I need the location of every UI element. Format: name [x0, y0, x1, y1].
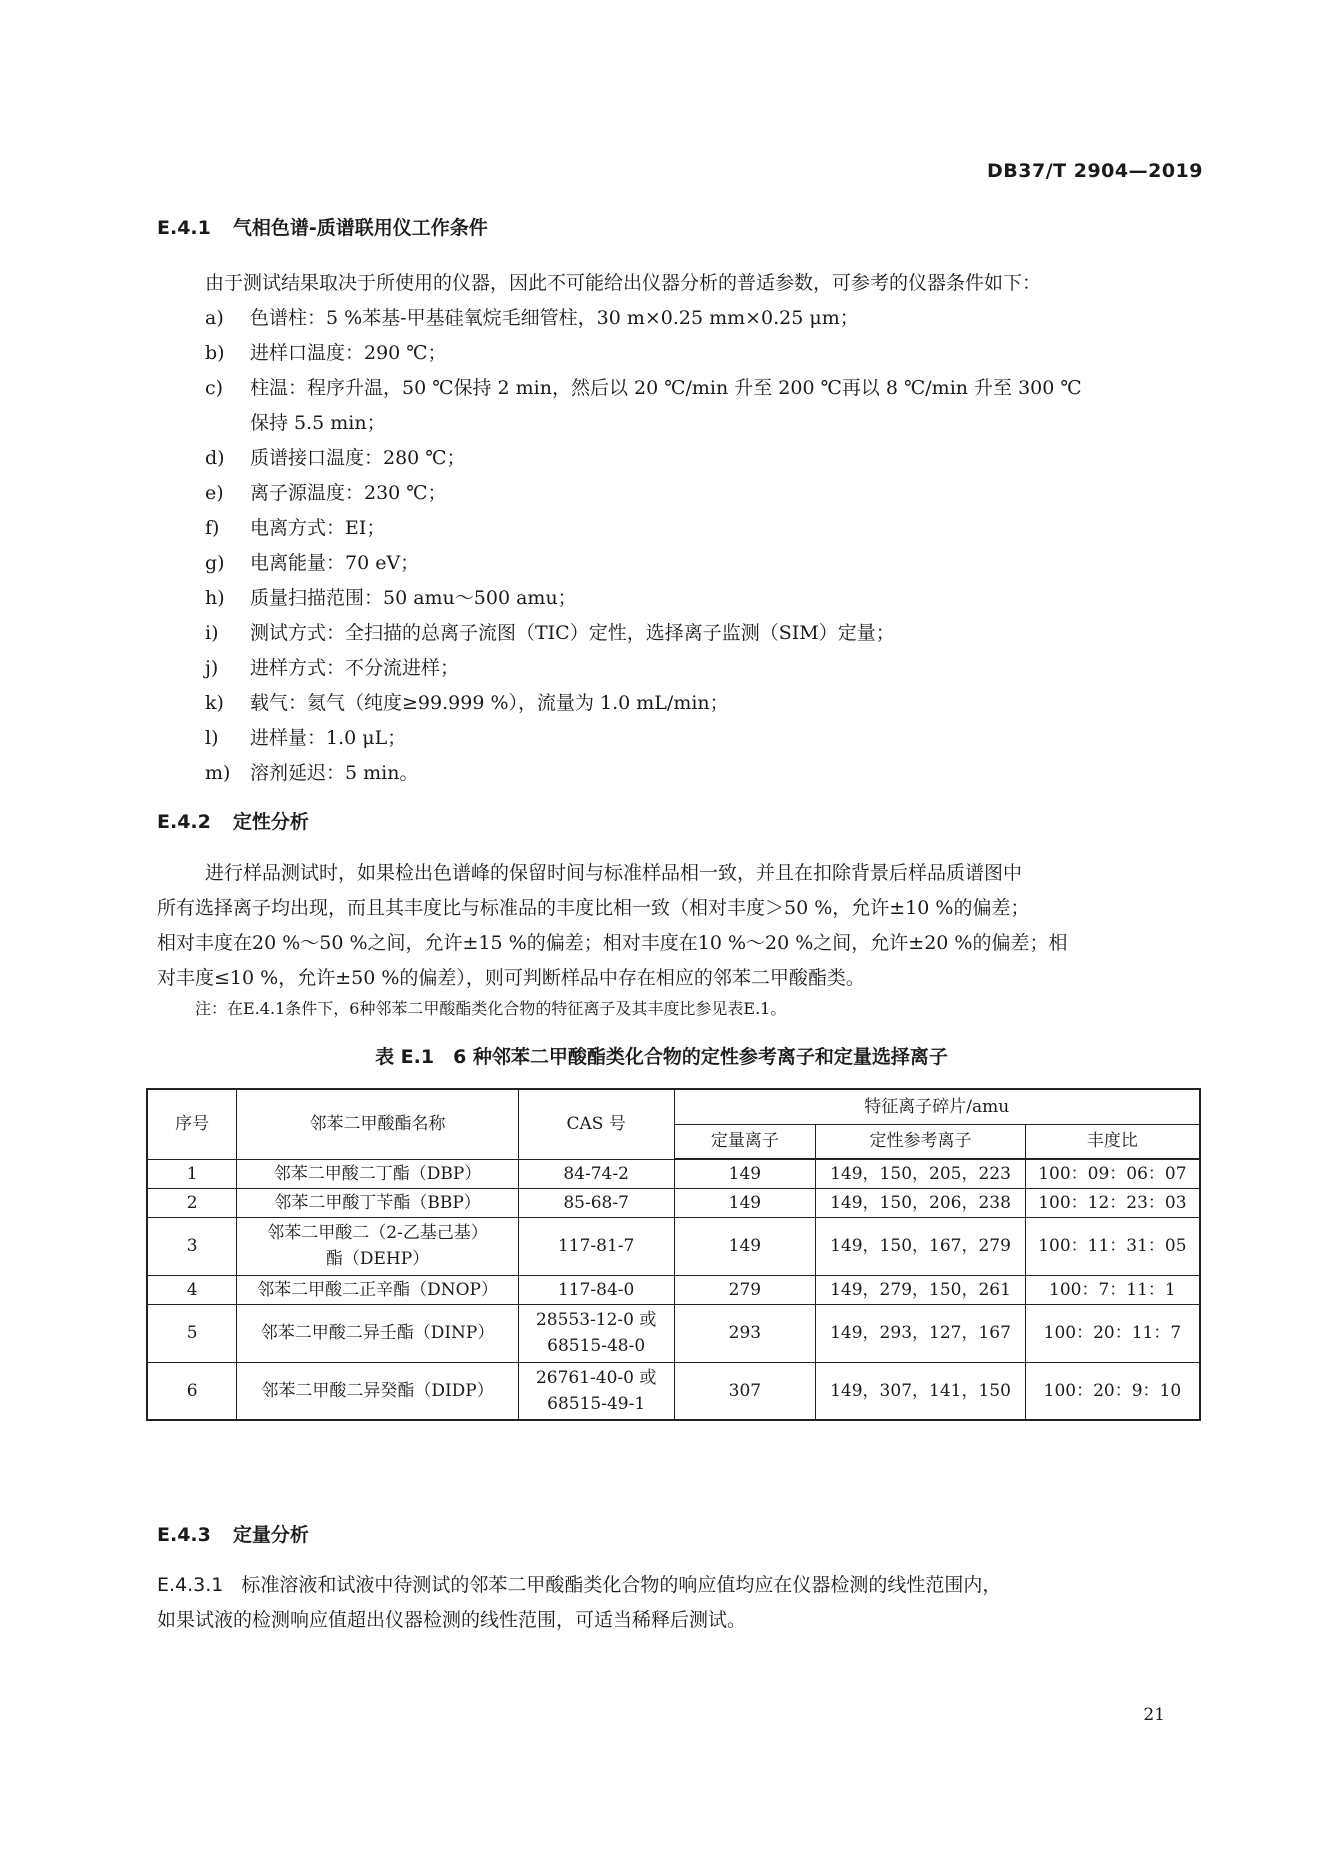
list-text: 电离能量：70 eV； [250, 552, 420, 574]
cell-name-line: 邻苯二甲酸二（2-乙基己基） [267, 1223, 488, 1243]
cell-name [237, 1217, 518, 1275]
cell-no: 4 [147, 1275, 237, 1304]
list-item [205, 656, 459, 680]
clause-number: E.4.3.1 [157, 1574, 224, 1596]
header-quant: 定量离子 [674, 1124, 816, 1159]
cell-no: 1 [147, 1159, 237, 1188]
list-text: 柱温：程序升温，50 ℃保持 2 min，然后以 20 ℃/min 升至 200 ℃再以 8 ℃/min 升至 300 ℃ [250, 377, 1082, 399]
cell-name [237, 1159, 518, 1188]
list-item [205, 411, 386, 435]
cell-no: 2 [147, 1188, 237, 1217]
cell-cas [518, 1304, 674, 1362]
cell-name-line: 邻苯二甲酸二异壬酯（DINP） [260, 1323, 495, 1343]
list-marker: b) [205, 342, 225, 364]
table-row [147, 1159, 1200, 1188]
heading-number: E.4.2 [157, 811, 211, 833]
list-marker: e) [205, 482, 224, 504]
list-item [205, 551, 419, 575]
cell-ratio: 100：20：9：10 [1025, 1362, 1200, 1420]
cell-cas-line: 68515-49-1 [547, 1393, 646, 1414]
cell-no: 3 [147, 1217, 237, 1275]
cell-quant: 149 [674, 1217, 816, 1275]
table-row [147, 1217, 1200, 1275]
list-marker: h) [205, 587, 225, 609]
cell-ratio: 100：20：11：7 [1025, 1304, 1200, 1362]
list-item [205, 446, 466, 470]
document-id: DB37/T 2904—2019 [987, 160, 1203, 182]
cell-qual: 149，293，127，167 [816, 1304, 1026, 1362]
table-row [147, 1362, 1200, 1420]
cell-ratio: 100：7：11：1 [1025, 1275, 1200, 1304]
list-marker: j) [205, 657, 219, 679]
list-text: 电离方式：EI； [250, 517, 386, 539]
list-marker: g) [205, 552, 225, 574]
cell-name-line: 酯（DEHP） [325, 1249, 430, 1269]
list-marker: i) [205, 622, 219, 644]
list-text: 保持 5.5 min； [250, 412, 386, 434]
cell-no: 6 [147, 1362, 237, 1420]
heading-e441 [157, 213, 488, 240]
paragraph-line: 相对丰度在20 %～50 %之间，允许±15 %的偏差；相对丰度在10 %～20 %之间，允许±20 %的偏差；相 [157, 932, 1068, 954]
list-marker: a) [205, 307, 224, 329]
cell-cas-line: 68515-48-0 [547, 1336, 646, 1356]
heading-e443 [157, 1520, 309, 1547]
cell-name [237, 1275, 518, 1304]
heading-number: E.4.1 [157, 217, 211, 239]
paragraph-intro: 由于测试结果取决于所使用的仪器，因此不可能给出仪器分析的普适参数，可参考的仪器条件如下： [205, 272, 1042, 294]
cell-quant: 293 [674, 1304, 816, 1362]
heading-e442 [157, 807, 309, 834]
paragraph-line: 进行样品测试时，如果检出色谱峰的保留时间与标准样品相一致，并且在扣除背景后样品质谱图中 [205, 862, 1023, 884]
cell-cas-line: 28553-12-0 或 [535, 1310, 657, 1330]
header-qual: 定性参考离子 [816, 1124, 1026, 1159]
cell-quant: 279 [674, 1275, 816, 1304]
list-item [205, 341, 447, 365]
header-ratio: 丰度比 [1025, 1124, 1200, 1159]
table-row [147, 1188, 1200, 1217]
paragraph-line: 所有选择离子均出现，而且其丰度比与标准品的丰度比相一致（相对丰度＞50 %，允许±10 %的偏差； [157, 897, 1030, 919]
table-row [147, 1304, 1200, 1362]
cell-qual: 149，279，150，261 [816, 1275, 1026, 1304]
list-item [205, 516, 385, 540]
cell-name-line: 邻苯二甲酸二丁酯（DBP） [273, 1163, 482, 1184]
cell-quant: 149 [674, 1188, 816, 1217]
list-text: 进样口温度：290 ℃； [250, 342, 447, 364]
heading-number: E.4.3 [157, 1524, 211, 1546]
list-item [205, 481, 447, 505]
list-item [205, 586, 577, 610]
cell-cas [518, 1275, 674, 1304]
list-text: 进样量：1.0 μL； [250, 727, 407, 749]
paragraph-line: 对丰度≤10 %，允许±50 %的偏差），则可判断样品中存在相应的邻苯二甲酸酯类。 [157, 967, 865, 989]
list-item [205, 306, 859, 330]
cell-cas [518, 1188, 674, 1217]
cell-quant: 149 [674, 1159, 816, 1188]
list-item [205, 621, 895, 645]
list-text: 测试方式：全扫描的总离子流图（TIC）定性，选择离子监测（SIM）定量； [250, 622, 895, 644]
paragraph-line: 如果试液的检测响应值超出仪器检测的线性范围，可适当稀释后测试。 [157, 1609, 747, 1631]
header-no: 序号 [147, 1089, 237, 1159]
table-caption: 表 E.1 6 种邻苯二甲酸酯类化合物的定性参考离子和定量选择离子 [375, 1046, 948, 1068]
list-text: 进样方式：不分流进样； [250, 657, 460, 679]
list-marker: d) [205, 447, 225, 469]
paragraph-line: 标准溶液和试液中待测试的邻苯二甲酸酯类化合物的响应值均应在仪器检测的线性范围内， [241, 1574, 1002, 1596]
cell-cas-line: 117-81-7 [557, 1236, 635, 1256]
list-marker: f) [205, 517, 220, 539]
list-item [205, 761, 418, 785]
cell-qual: 149，150，205，223 [816, 1159, 1026, 1188]
cell-qual: 149，150，167，279 [816, 1217, 1026, 1275]
cell-cas [518, 1362, 674, 1420]
cell-cas-line: 26761-40-0 或 [535, 1367, 657, 1388]
cell-qual: 149，307，141，150 [816, 1362, 1026, 1420]
cell-name-line: 邻苯二甲酸丁苄酯（BBP） [274, 1192, 481, 1213]
cell-qual: 149，150，206，238 [816, 1188, 1026, 1217]
list-text: 离子源温度：230 ℃； [250, 482, 447, 504]
cell-ratio: 100：09：06：07 [1025, 1159, 1200, 1188]
paragraph-e4431-line1 [157, 1573, 1001, 1597]
cell-name [237, 1362, 518, 1420]
list-marker: l) [205, 727, 219, 749]
cell-ratio: 100：12：23：03 [1025, 1188, 1200, 1217]
table-row [147, 1275, 1200, 1304]
cell-cas-line: 84-74-2 [563, 1163, 629, 1184]
data-table [146, 1088, 1201, 1421]
cell-cas-line: 117-84-0 [557, 1279, 635, 1300]
heading-title: 定性分析 [232, 811, 309, 833]
list-text: 载气：氦气（纯度≥99.999 %），流量为 1.0 mL/min； [250, 692, 729, 714]
list-item [205, 376, 1082, 400]
header-cas: CAS 号 [518, 1089, 674, 1159]
cell-cas-line: 85-68-7 [563, 1192, 629, 1213]
cell-ratio: 100：11：31：05 [1025, 1217, 1200, 1275]
cell-name [237, 1188, 518, 1217]
list-marker: k) [205, 692, 224, 714]
cell-cas [518, 1217, 674, 1275]
cell-no: 5 [147, 1304, 237, 1362]
cell-quant: 307 [674, 1362, 816, 1420]
list-marker: c) [205, 377, 224, 399]
cell-name-line: 邻苯二甲酸二正辛酯（DNOP） [257, 1279, 498, 1300]
list-marker: m) [205, 762, 231, 784]
cell-cas [518, 1159, 674, 1188]
list-text: 质谱接口温度：280 ℃； [250, 447, 466, 469]
list-text: 溶剂延迟：5 min。 [250, 762, 419, 784]
list-text: 色谱柱：5 %苯基-甲基硅氧烷毛细管柱，30 m×0.25 mm×0.25 μm； [250, 307, 859, 329]
heading-title: 气相色谱-质谱联用仪工作条件 [232, 217, 488, 239]
table-note: 注：在E.4.1条件下，6种邻苯二甲酸酯类化合物的特征离子及其丰度比参见表E.1。 [195, 999, 787, 1018]
header-ion-group: 特征离子碎片/amu [674, 1089, 1200, 1124]
list-item [205, 691, 729, 715]
cell-name [237, 1304, 518, 1362]
page-number: 21 [1143, 1705, 1165, 1725]
header-name: 邻苯二甲酸酯名称 [237, 1089, 518, 1159]
cell-name-line: 邻苯二甲酸二异癸酯（DIDP） [261, 1380, 494, 1401]
list-item [205, 726, 406, 750]
list-text: 质量扫描范围：50 amu～500 amu； [250, 587, 577, 609]
heading-title: 定量分析 [232, 1524, 309, 1546]
